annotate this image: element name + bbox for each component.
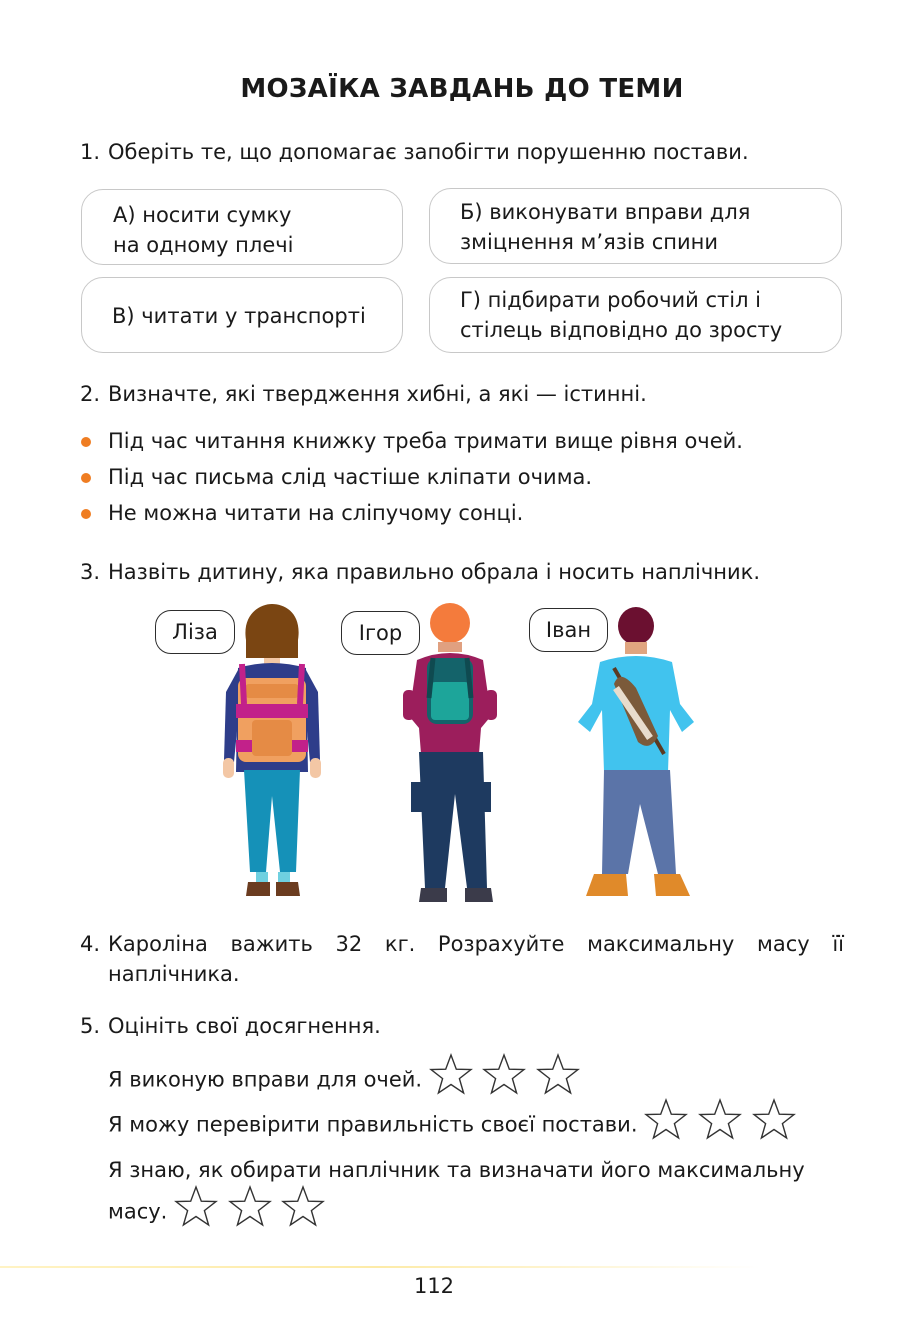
name-label-liza[interactable]: Ліза: [155, 610, 235, 654]
option-g-line2: стілець відповідно до зросту: [460, 318, 783, 342]
footer-divider: [0, 1266, 760, 1268]
task-text: Оцініть свої досягнення.: [108, 1014, 381, 1038]
option-v-line1: В) читати у транспорті: [112, 304, 366, 328]
option-b-line1: Б) виконувати вправи для: [460, 200, 751, 224]
self-assessment-item: [108, 1184, 328, 1241]
option-a-line2: на одному плечі: [113, 233, 294, 257]
page-title: МОЗАЇКА ЗАВДАНЬ ДО ТЕМИ: [240, 74, 684, 104]
self-assessment-text: Я знаю, як обирати наплічник та визначати його максимальну: [108, 1158, 805, 1182]
child-ihor-illustration[interactable]: [395, 598, 505, 908]
child-liza-illustration[interactable]: [212, 600, 332, 905]
star-icon[interactable]: [174, 1184, 218, 1228]
task-number: 4.: [80, 932, 101, 956]
option-a-line1: А) носити сумку: [113, 203, 292, 227]
star-icon[interactable]: [429, 1052, 473, 1096]
task-text: Визначте, які твердження хибні, а які — істинні.: [108, 382, 647, 406]
star-icon[interactable]: [482, 1052, 526, 1096]
task-text-line1: Кароліна важить 32 кг. Розрахуйте максимальну масу її: [108, 932, 844, 956]
star-icon[interactable]: [536, 1052, 580, 1096]
self-assessment-item: [108, 1097, 799, 1154]
star-icon[interactable]: [698, 1097, 742, 1141]
self-assessment-text: Я можу перевірити правильність своєї постави.: [108, 1112, 638, 1137]
star-icon[interactable]: [228, 1184, 272, 1228]
star-icon[interactable]: [752, 1097, 796, 1141]
bullet-icon: [81, 437, 91, 447]
statement-text: Не можна читати на сліпучому сонці.: [108, 501, 524, 525]
star-icon[interactable]: [644, 1097, 688, 1141]
name-label-ivan[interactable]: Іван: [529, 608, 608, 652]
page-number: 112: [413, 1274, 455, 1298]
star-rating: [174, 1184, 328, 1241]
statement-text: Під час письма слід частіше кліпати очима.: [108, 465, 593, 489]
star-icon[interactable]: [281, 1184, 325, 1228]
task-text: Оберіть те, що допомагає запобігти порушенню постави.: [108, 140, 749, 164]
task-number: 1.: [80, 140, 101, 164]
child-ivan-illustration[interactable]: [570, 604, 705, 904]
self-assessment-text-line2: масу.: [108, 1199, 168, 1224]
bullet-icon: [81, 509, 91, 519]
option-b[interactable]: [429, 188, 842, 264]
star-rating: [644, 1097, 798, 1154]
task-number: 5.: [80, 1014, 101, 1038]
task-number: 3.: [80, 560, 101, 584]
statement-text: Під час читання книжку треба тримати вище рівня очей.: [108, 429, 743, 453]
option-v[interactable]: [81, 277, 403, 353]
self-assessment-text: Я виконую вправи для очей.: [108, 1067, 423, 1092]
option-g-line1: Г) підбирати робочий стіл і: [460, 288, 762, 312]
task-number: 2.: [80, 382, 101, 406]
name-label-ihor[interactable]: Ігор: [341, 611, 420, 655]
task-text: Назвіть дитину, яка правильно обрала і носить наплічник.: [108, 560, 761, 584]
option-a[interactable]: [81, 189, 403, 265]
task-text-line2: наплічника.: [108, 962, 240, 986]
option-g[interactable]: [429, 277, 842, 353]
bullet-icon: [81, 473, 91, 483]
option-b-line2: зміцнення м’язів спини: [460, 230, 719, 254]
